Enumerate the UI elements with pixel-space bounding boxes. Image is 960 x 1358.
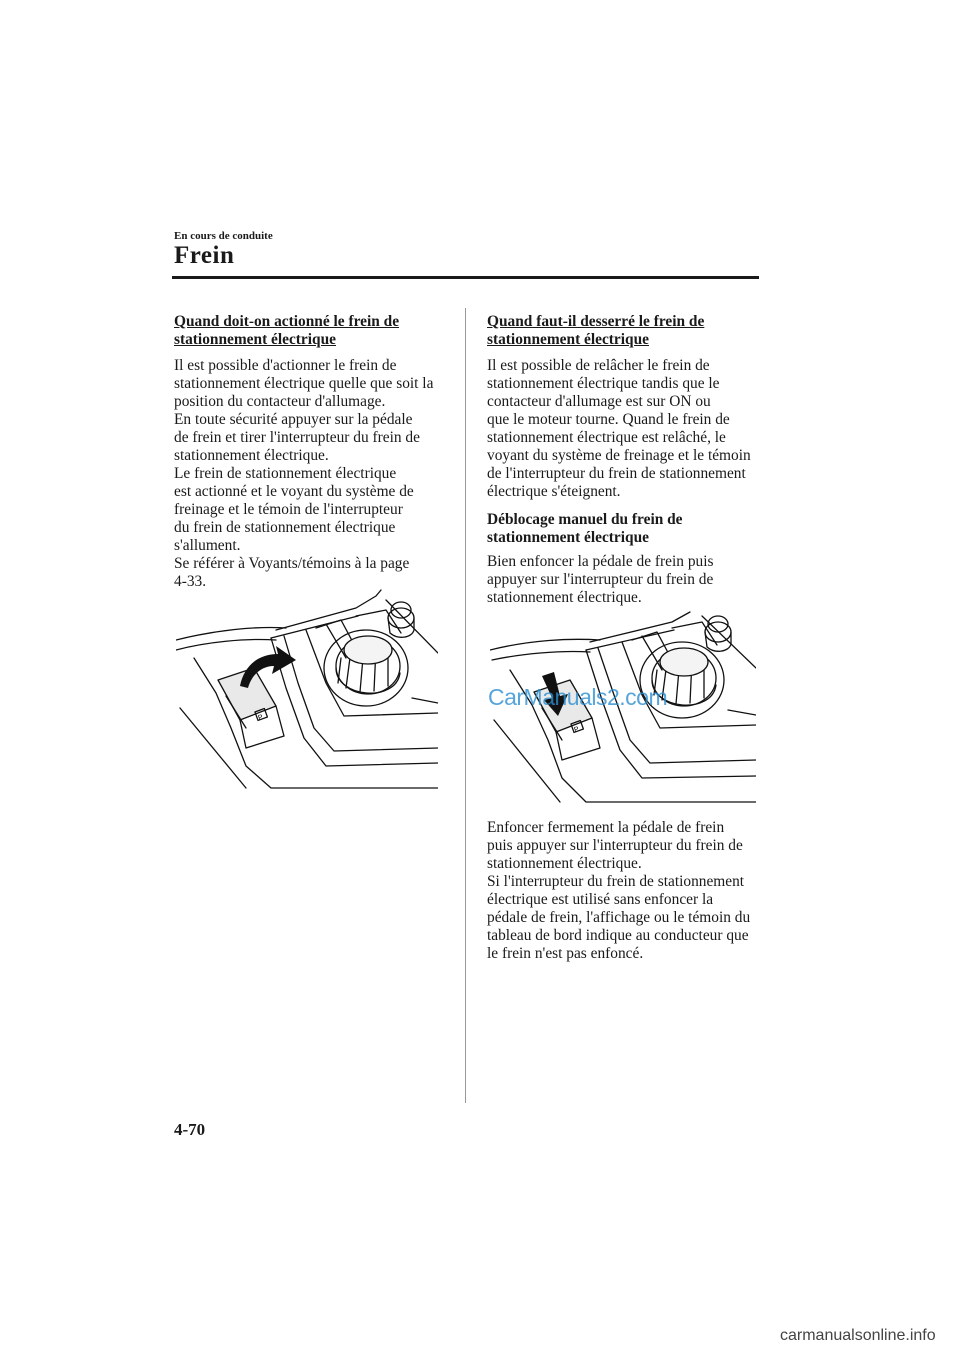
right-sub-body <box>487 553 759 607</box>
section-kicker: En cours de conduite <box>174 230 273 242</box>
text-line: Bien enfoncer la pédale de frein puis <box>487 553 714 570</box>
parking-switch-label: P <box>573 725 581 734</box>
right-heading-line: Quand faut-il desserré le frein de <box>487 313 705 330</box>
page-number: 4-70 <box>174 1120 206 1139</box>
text-line: stationnement électrique tandis que le <box>487 375 720 392</box>
text-line: que le moteur tourne. Quand le frein de <box>487 411 730 428</box>
text-line: 4-33. <box>174 573 207 590</box>
column-divider <box>465 308 466 1103</box>
right-subheading <box>487 511 759 547</box>
text-line: position du contacteur d'allumage. <box>174 393 386 410</box>
text-line: freinage et le témoin de l'interrupteur <box>174 501 403 518</box>
text-line: est actionné et le voyant du système de <box>174 483 414 500</box>
text-line: Se référer à Voyants/témoins à la page <box>174 555 410 572</box>
text-line: voyant du système de freinage et le témoin <box>487 447 751 464</box>
text-line: de l'interrupteur du frein de stationnement <box>487 465 746 482</box>
text-line: stationnement électrique est relâché, le <box>487 429 726 446</box>
text-line: contacteur d'allumage est sur ON ou <box>487 393 711 410</box>
left-body <box>174 357 446 591</box>
parking-switch-label: P <box>257 713 265 722</box>
text-line: Enfoncer fermement la pédale de frein <box>487 819 725 836</box>
text-line: du frein de stationnement électrique <box>174 519 396 536</box>
text-line: Le frein de stationnement électrique <box>174 465 397 482</box>
text-line: électrique est utilisé sans enfoncer la <box>487 891 714 908</box>
text-line: stationnement électrique quelle que soit la <box>174 375 434 392</box>
text-line: pédale de frein, l'affichage ou le témoin du <box>487 909 751 926</box>
text-line: le frein n'est pas enfoncé. <box>487 945 644 962</box>
chapter-title: Frein <box>174 242 235 269</box>
left-heading <box>174 313 446 349</box>
right-after-figure <box>487 819 759 963</box>
text-line: Il est possible d'actionner le frein de <box>174 357 397 374</box>
left-heading-line: stationnement électrique <box>174 331 336 348</box>
text-line: de frein et tirer l'interrupteur du frein de <box>174 429 420 446</box>
right-heading <box>487 313 759 349</box>
right-heading-line: stationnement électrique <box>487 331 649 348</box>
text-line: stationnement électrique. <box>487 589 642 606</box>
text-line: s'allument. <box>174 537 241 554</box>
arrow-up-icon <box>240 646 296 688</box>
text-line: tableau de bord indique au conducteur que <box>487 927 749 944</box>
right-body <box>487 357 759 501</box>
right-subheading-line: Déblocage manuel du frein de <box>487 511 683 528</box>
left-column <box>174 313 446 597</box>
text-line: stationnement électrique. <box>487 855 642 872</box>
text-line: électrique s'éteignent. <box>487 483 621 500</box>
left-heading-line: Quand doit-on actionné le frein de <box>174 313 400 330</box>
text-line: Il est possible de relâcher le frein de <box>487 357 710 374</box>
text-line: En toute sécurité appuyer sur la pédale <box>174 411 413 428</box>
text-line: appuyer sur l'interrupteur du frein de <box>487 571 714 588</box>
right-subheading-line: stationnement électrique <box>487 529 649 546</box>
footer-site-url[interactable]: carmanualsonline.info <box>780 1327 936 1344</box>
header-rule <box>172 276 759 279</box>
parking-brake-pull-illustration <box>176 588 438 793</box>
text-line: puis appuyer sur l'interrupteur du frein de <box>487 837 743 854</box>
text-line: stationnement électrique. <box>174 447 329 464</box>
text-line: Si l'interrupteur du frein de stationnement <box>487 873 745 890</box>
watermark: CarManuals2.com <box>488 684 668 710</box>
